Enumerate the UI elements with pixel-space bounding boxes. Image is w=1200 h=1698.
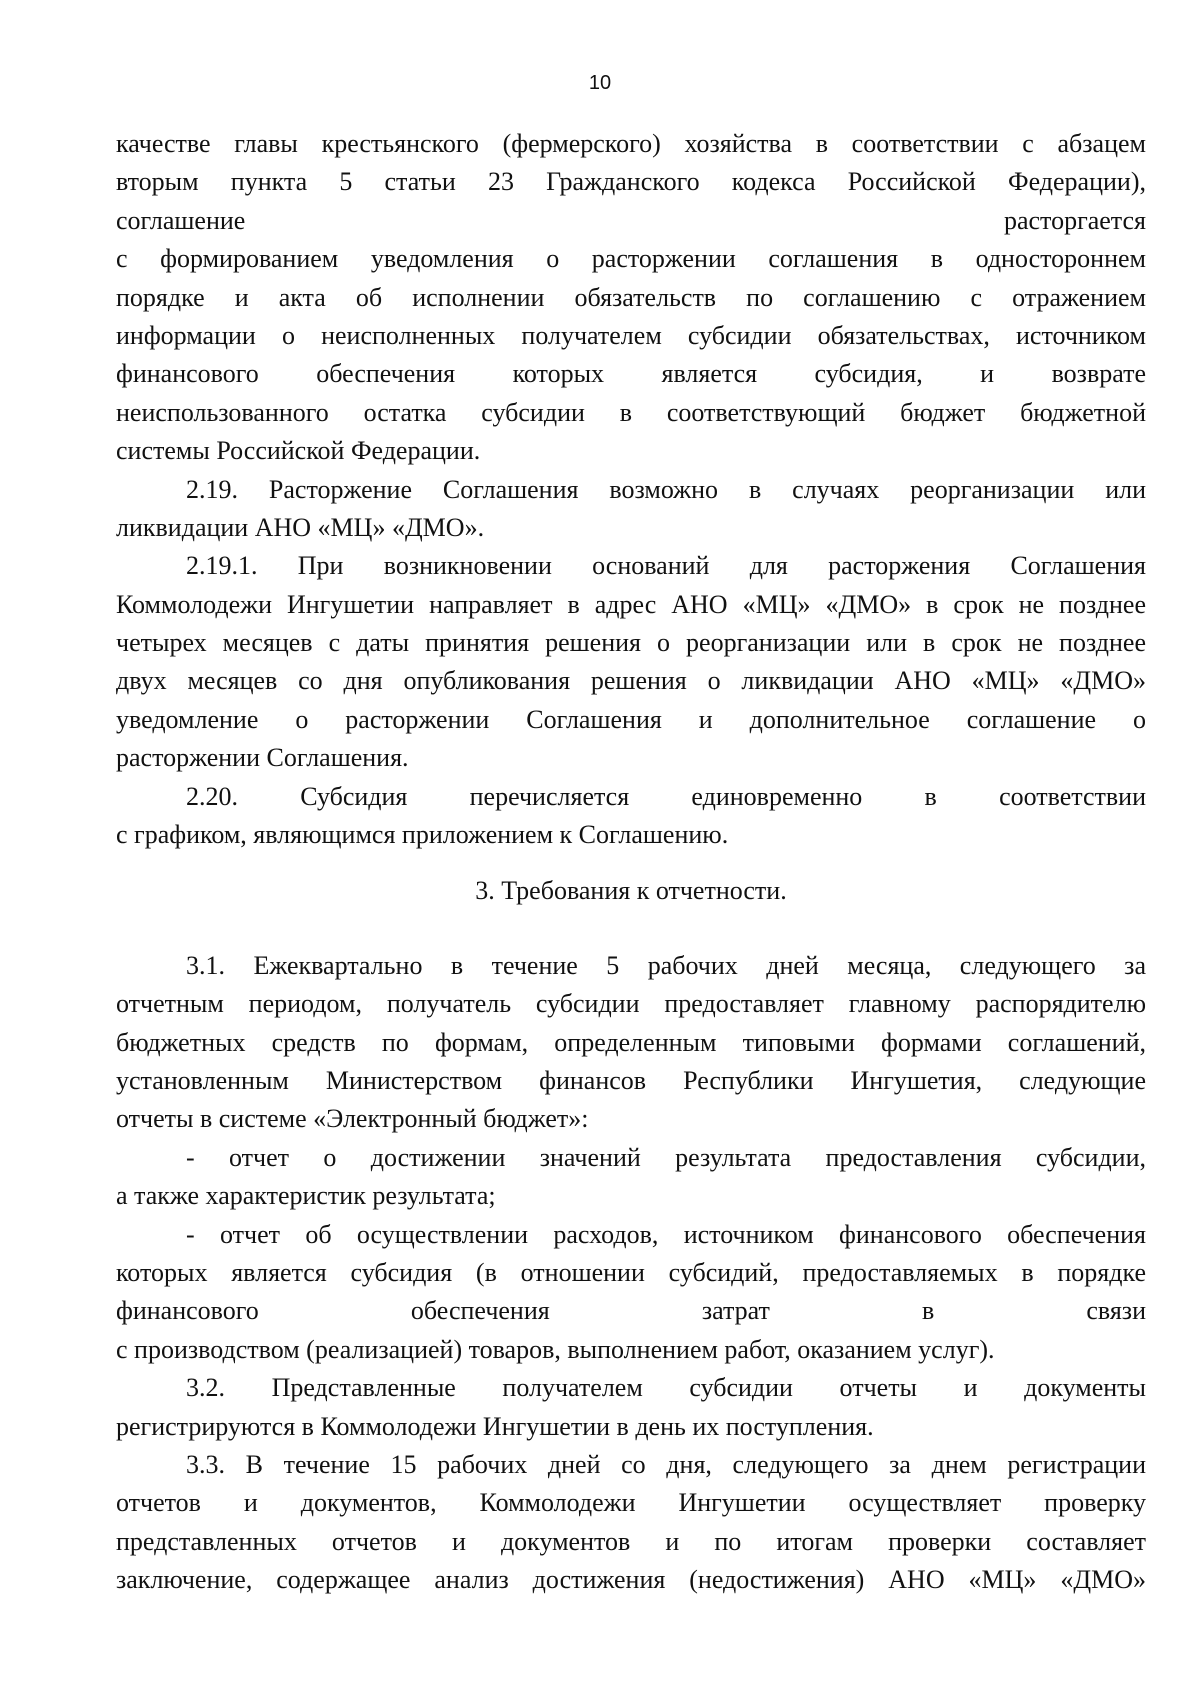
text-line: регистрируются в Коммолодежи Ингушетии в день их поступления. <box>116 1411 874 1441</box>
text-line: порядке и акта об исполнении обязательств по соглашению с отражением <box>116 282 1146 312</box>
text-line: уведомление о расторжении Соглашения и дополнительное соглашение о <box>116 704 1146 734</box>
text-line: с производством (реализацией) товаров, выполнением работ, оказанием услуг). <box>116 1334 995 1364</box>
list-item-line: - отчет об осуществлении расходов, источником финансового обеспечения <box>186 1219 1146 1249</box>
text-line: Коммолодежи Ингушетии направляет в адрес АНО «МЦ» «ДМО» в срок не позднее <box>116 589 1146 619</box>
text-line: соглашение расторгается <box>116 205 1146 235</box>
paragraph-3-3-line: 3.3. В течение 15 рабочих дней со дня, следующего за днем регистрации <box>186 1449 1146 1479</box>
text-line: неиспользованного остатка субсидии в соответствующий бюджет бюджетной <box>116 397 1146 427</box>
paragraph-2-19-line: 2.19. Расторжение Соглашения возможно в случаях реорганизации или <box>186 474 1146 504</box>
text-line: с графиком, являющимся приложением к Соглашению. <box>116 820 729 850</box>
list-item-line: - отчет о достижении значений результата предоставления субсидии, <box>186 1142 1146 1172</box>
text-line: системы Российской Федерации. <box>116 436 481 466</box>
text-line: расторжении Соглашения. <box>116 743 409 773</box>
paragraph-2-20-line: 2.20. Субсидия перечисляется единовременно в соответствии <box>186 781 1146 811</box>
text-line: вторым пункта 5 статьи 23 Гражданского кодекса Российской Федерации), <box>116 167 1146 197</box>
text-line: заключение, содержащее анализ достижения (недостижения) АНО «МЦ» «ДМО» <box>116 1565 1146 1595</box>
text-line: информации о неисполненных получателем субсидии обязательствах, источником <box>116 320 1146 350</box>
text-line: установленным Министерством финансов Республики Ингушетия, следующие <box>116 1065 1146 1095</box>
text-line: бюджетных средств по формам, определенным типовыми формами соглашений, <box>116 1027 1146 1057</box>
text-line: четырех месяцев с даты принятия решения о реорганизации или в срок не позднее <box>116 628 1146 658</box>
page-number: 10 <box>588 72 612 94</box>
paragraph-2-19-1-line: 2.19.1. При возникновении оснований для расторжения Соглашения <box>186 551 1146 581</box>
text-line: с формированием уведомления о расторжении соглашения в одностороннем <box>116 244 1146 274</box>
text-line: отчеты в системе «Электронный бюджет»: <box>116 1104 589 1134</box>
text-line: которых является субсидия (в отношении субсидий, предоставляемых в порядке <box>116 1257 1146 1287</box>
section-heading: 3. Требования к отчетности. <box>475 876 787 906</box>
text-line: двух месяцев со дня опубликования решения о ликвидации АНО «МЦ» «ДМО» <box>116 666 1146 696</box>
text-line: ликвидации АНО «МЦ» «ДМО». <box>116 512 485 542</box>
text-line: финансового обеспечения затрат в связи <box>116 1296 1146 1326</box>
text-line: а также характеристик результата; <box>116 1181 496 1211</box>
text-line: представленных отчетов и документов и по итогам проверки составляет <box>116 1526 1146 1556</box>
text-line: финансового обеспечения которых является субсидия, и возврате <box>116 359 1146 389</box>
paragraph-3-2-line: 3.2. Представленные получателем субсидии отчеты и документы <box>186 1373 1146 1403</box>
document-body <box>116 125 1146 1599</box>
text-line: отчетов и документов, Коммолодежи Ингушетии осуществляет проверку <box>116 1488 1146 1518</box>
paragraph-3-1-line: 3.1. Ежеквартально в течение 5 рабочих дней месяца, следующего за <box>186 950 1146 980</box>
text-line: качестве главы крестьянского (фермерского) хозяйства в соответствии с абзацем <box>116 129 1146 158</box>
text-line: отчетным периодом, получатель субсидии предоставляет главному распорядителю <box>116 989 1146 1019</box>
